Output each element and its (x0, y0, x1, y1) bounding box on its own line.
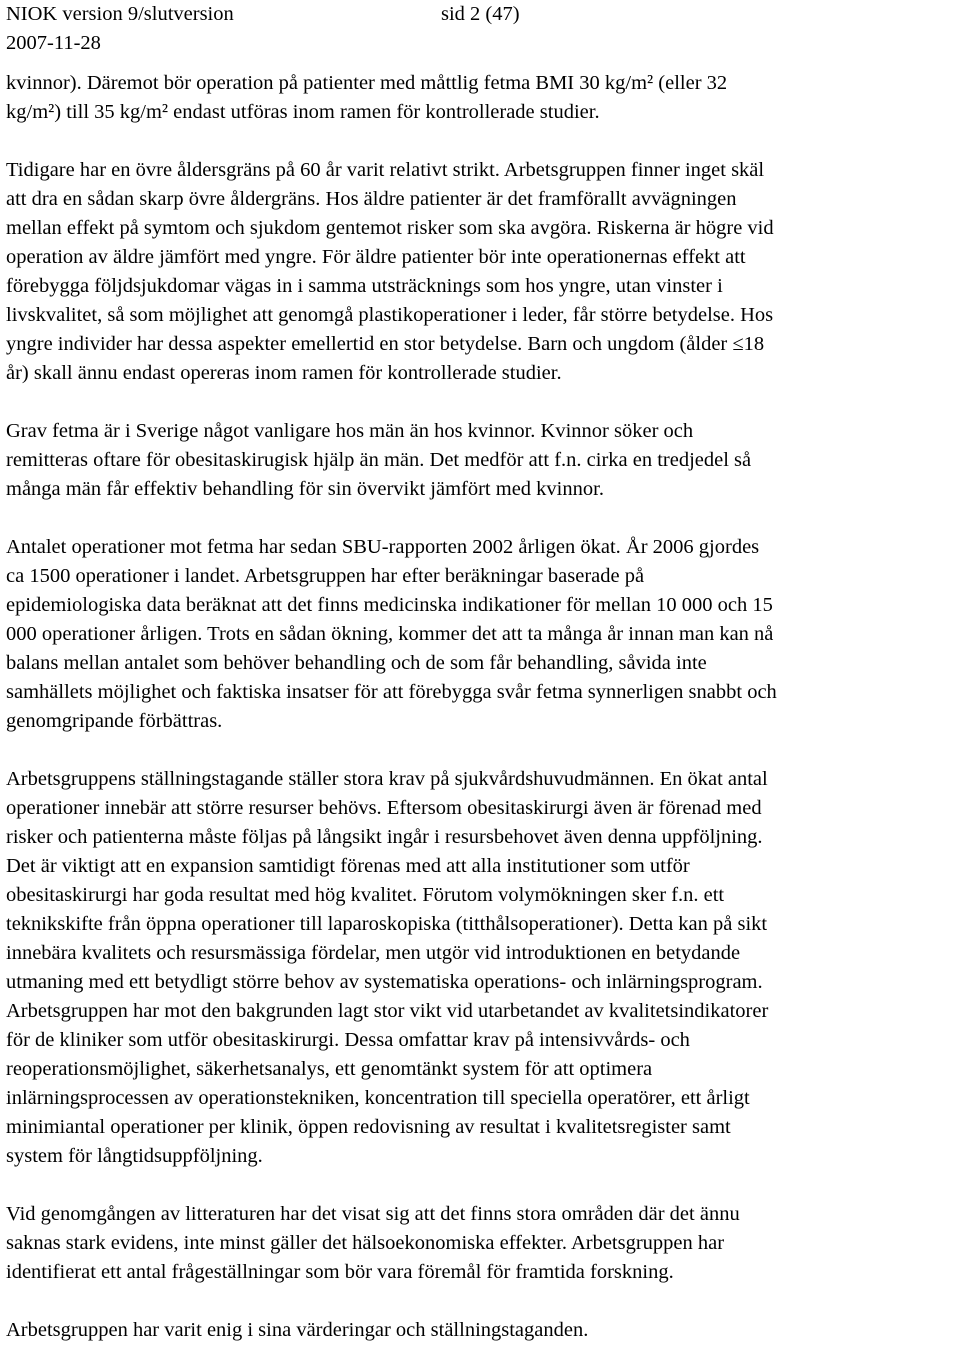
paragraph-bmi-criteria: kvinnor). Däremot bör operation på patienter med måttlig fetma BMI 30 kg/m² (eller 32 kg/m²) till 35 kg/m² endast utföras inom ramen för kontrollerade studier. (6, 72, 728, 123)
paragraph-gender-differences: Grav fetma är i Sverige något vanligare hos män än hos kvinnor. Kvinnor söker och remitteras oftare för obesitaskirugisk hjälp än män. Det medför att f.n. cirka en tredjedel så många män får effektiv behandling för sin övervikt jämfört med kvinnor. (6, 420, 752, 500)
paragraph-operation-volume: Antalet operationer mot fetma har sedan SBU-rapporten 2002 årligen ökat. År 2006 gjordes ca 1500 operationer i landet. Arbetsgruppen har efter beräkningar baserade på epidemiologiska data beräknat att det finns medicinska indikationer för mellan 10 000 och 15 000 operationer årligen. Trots en sådan ökning, kommer det att ta många år innan man kan nå balans mellan antalet som behöver behandling och de som får behandling, såvida inte samhällets möjlighet och faktiska insatser för att förebygga svår fetma synnerligen snabbt och genomgripande förbättras. (6, 536, 777, 732)
document-body (6, 69, 954, 1345)
header-top-row (6, 0, 906, 29)
paragraph-resource-demands: Arbetsgruppens ställningstagande ställer stora krav på sjukvårdshuvudmännen. En ökat antal operationer innebär att större resurser behövs. Eftersom obesitaskirurgi även är förenad med risker och patienterna måste följas på långsikt ingår i resursbehovet även denna uppföljning. Det är viktigt att en expansion samtidigt förenas med att alla institutioner som utför obesitaskirurgi har goda resultat med hög kvalitet. Förutom volymökningen sker f.n. ett teknikskifte från öppna operationer till laparoskopiska (titthålsoperationer). Detta kan på sikt innebära kvalitets och resursmässiga fördelar, men utgör vid introduktionen en betydande utmaning med ett betydligt större behov av systematiska operations- och inlärningsprogram. Arbetsgruppen har mot den bakgrunden lagt stor vikt vid utarbetandet av kvalitetsindikatorer för de kliniker som utför obesitaskirurgi. Dessa omfattar krav på intensivvårds- och reoperationsmöjlighet, säkerhetsanalys, ett genomtänkt system för att optimera inlärningsprocessen av operationstekniken, koncentration till speciella operatörer, ett årligt minimiantal operationer per klinik, öppen redovisning av resultat i kvalitetsregister samt system för långtidsuppföljning. (6, 768, 769, 1167)
paragraph-consensus: Arbetsgruppen har varit enig i sina värderingar och ställningstaganden. (6, 1319, 589, 1341)
paragraph-age-limits: Tidigare har en övre åldersgräns på 60 år varit relativt strikt. Arbetsgruppen finner inget skäl att dra en sådan skarp övre åldergräns. Hos äldre patienter är det framförallt avvägningen mellan effekt på symtom och sjukdom gentemot risker som ska avgöra. Riskerna är högre vid operation av äldre jämfört med yngre. För äldre patienter bör inte operationernas effekt att förebygga följdsjukdomar vägas in i samma utsträcknings som hos yngre, utan vinster i livskvalitet, så som möjlighet att genomgå plastikoperationer i leder, får större betydelse. Hos yngre individer har dessa aspekter emellertid en stor betydelse. Barn och ungdom (ålder ≤18 år) skall ännu endast opereras inom ramen för kontrollerade studier. (6, 159, 774, 384)
page-header (6, 0, 906, 58)
document-date: 2007-11-28 (6, 32, 101, 54)
document-version: NIOK version 9/slutversion (6, 3, 234, 25)
page-number: sid 2 (47) (441, 3, 520, 25)
paragraph-research-needs: Vid genomgången av litteraturen har det visat sig att det finns stora områden där det ännu saknas stark evidens, inte minst gäller det hälsoekonomiska effekter. Arbetsgruppen har identifierat ett antal frågeställningar som bör vara föremål för framtida forskning. (6, 1203, 740, 1283)
